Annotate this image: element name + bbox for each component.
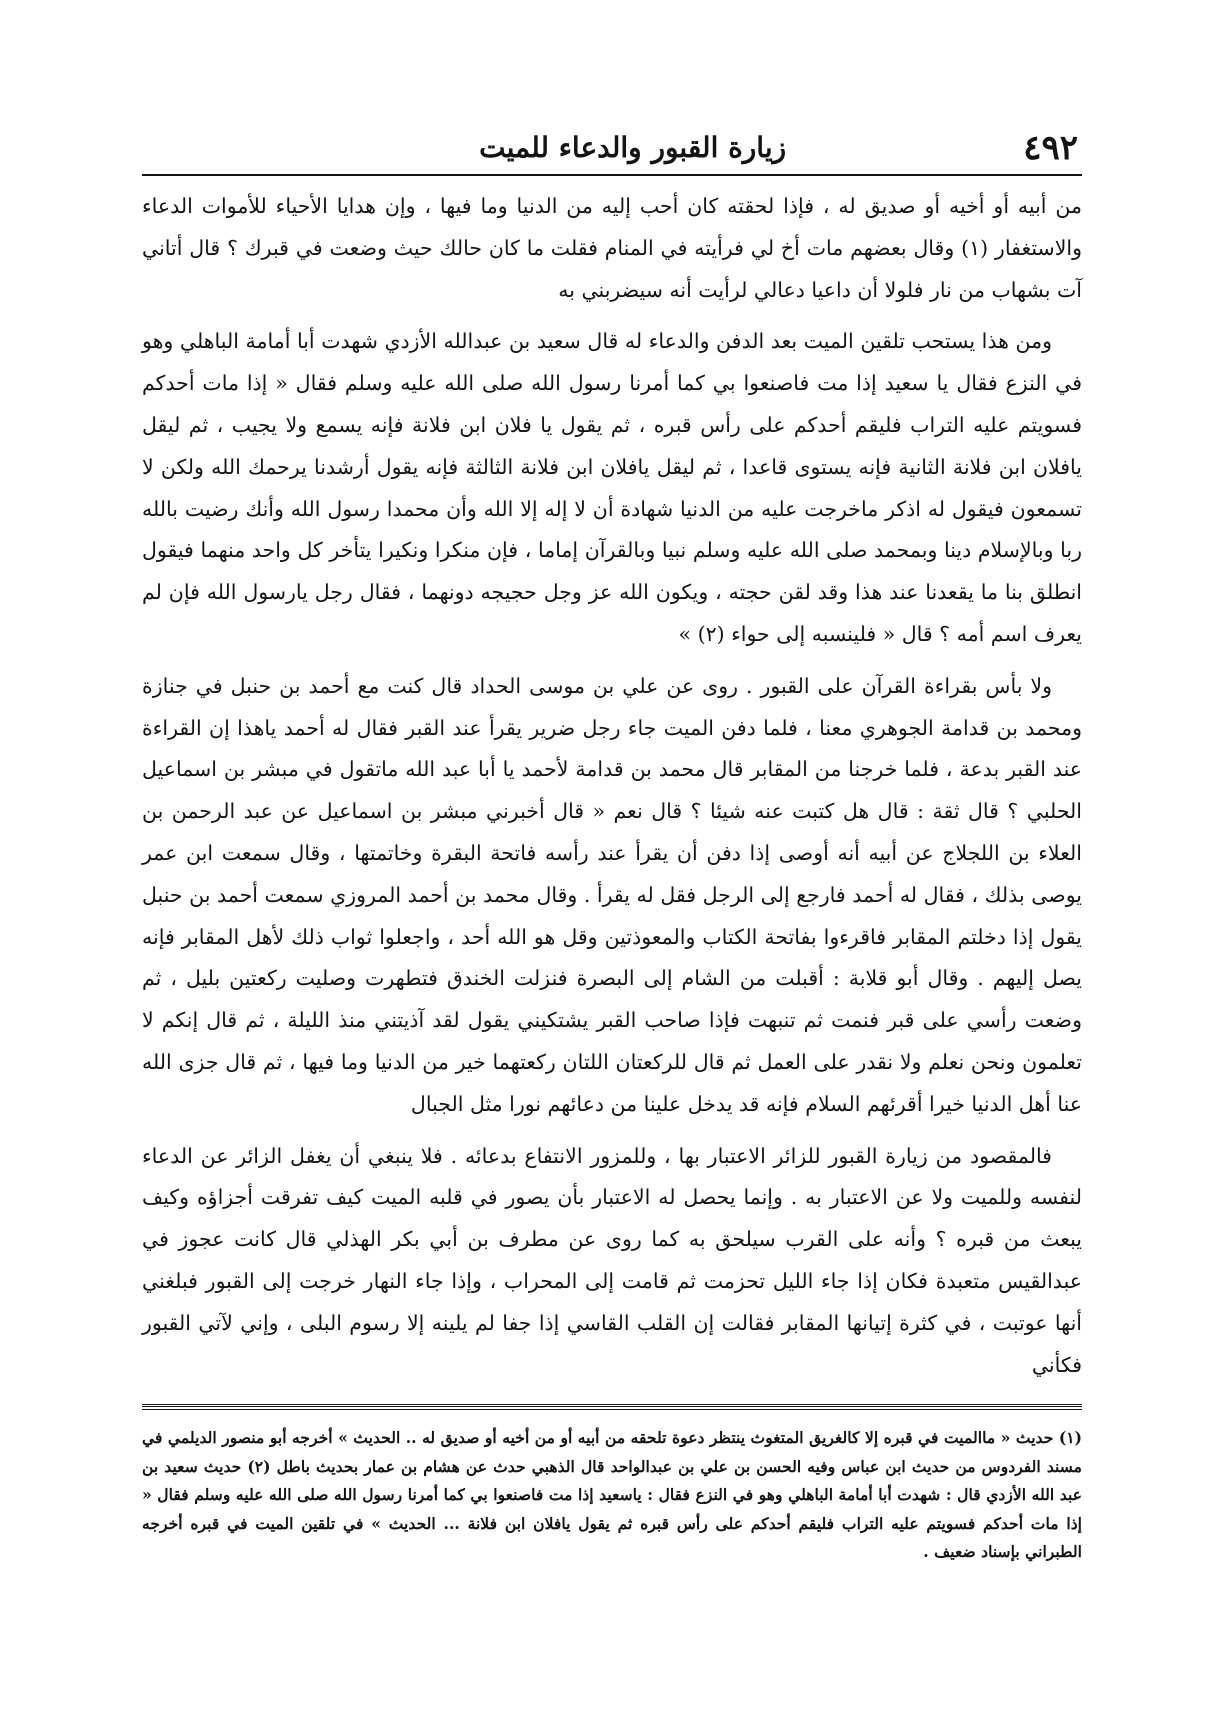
- footnote-divider: [142, 1404, 1082, 1410]
- running-title: زيارة القبور والدعاء للميت: [479, 131, 787, 164]
- paragraph-1: من أبيه أو أخيه أو صديق له ، فإذا لحقته كان أحب إليه من الدنيا وما فيها ، وإن هدايا الأحياء للأموات الدعاء والاستغفار (١) وقال بعضهم مات أخ لي فرأيته في المنام فقلت ما كان حالك حيث وضعت في قبرك ؟ قال أتاني آت بشهاب من نار فلولا أن داعيا دعالي لرأيت أنه سيضربني به: [142, 194, 1082, 302]
- main-text: [142, 186, 1082, 1386]
- paragraph-4: فالمقصود من زيارة القبور للزائر الاعتبار بها ، وللمزور الانتفاع بدعائه . فلا ينبغي أن يغفل الزائر عن الدعاء لنفسه وللميت ولا عن الاعتبار به . وإنما يحصل له الاعتبار بأن يصور في قلبه الميت كيف تفرقت أجزاؤه وكيف يبعث من قبره ؟ وأنه على القرب سيلحق به كما روى عن مطرف بن أبي بكر الهذلي قال كانت عجوز في عبدالقيس متعبدة فكان إذا جاء الليل تحزمت ثم قامت إلى المحراب ، وإذا جاء النهار خرجت إلى القبور فبلغني أنها عوتبت ، في كثرة إتيانها المقابر فقالت إن القلب القاسي إذا جفا لم يلينه إلا رسوم البلى ، وإني لآتي القبور فكأني: [142, 1143, 1082, 1377]
- footnotes: [142, 1424, 1082, 1567]
- paragraph-3: ولا بأس بقراءة القرآن على القبور . روى عن علي بن موسى الحداد قال كنت مع أحمد بن حنبل في جنازة ومحمد بن قدامة الجوهري معنا ، فلما دفن الميت جاء رجل ضرير يقرأ عند القبر فقال له أحمد ياهذا إن القراءة عند القبر بدعة ، فلما خرجنا من المقابر قال محمد بن قدامة لأحمد يا أبا عبد الله ماتقول في مبشر بن اسماعيل الحلبي ؟ قال ثقة : قال هل كتبت عنه شيئا ؟ قال نعم « قال أخبرني مبشر بن اسماعيل عن عبد الرحمن بن العلاء بن اللجلاج عن أبيه أنه أوصى إذا دفن أن يقرأ عند رأسه فاتحة البقرة وخاتمتها ، وقال سمعت ابن عمر يوصى بذلك ، فقال له أحمد فارجع إلى الرجل فقل له يقرأ . وقال محمد بن أحمد المروزي سمعت أحمد بن حنبل يقول إذا دخلتم المقابر فاقرءوا بفاتحة الكتاب والمعوذتين وقل هو الله أحد ، واجعلوا ثواب ذلك لأهل المقابر فإنه يصل إليهم . وقال أبو قلابة : أقبلت من الشام إلى البصرة فنزلت الخندق فتطهرت وصليت ركعتين بليل ، ثم وضعت رأسي على قبر فنمت ثم تنبهت فإذا صاحب القبر يشتكيني يقول لقد آذيتني منذ الليلة ، ثم قال إنكم لا تعلمون ونحن نعلم ولا نقدر على العمل ثم قال للركعتان اللتان ركعتهما خير من الدنيا وما فيها ، ثم قال جزى الله عنا أهل الدنيا خيرا أقرئهم السلام فإنه قد يدخل علينا من دعائهم نورا مثل الجبال: [142, 673, 1082, 1116]
- paragraph-2: ومن هذا يستحب تلقين الميت بعد الدفن والدعاء له قال سعيد بن عبدالله الأزدي شهدت أبا أمامة الباهلي وهو في النزع فقال يا سعيد إذا مت فاصنعوا بي كما أمرنا رسول الله صلى الله عليه وسلم فقال « إذا مات أحدكم فسويتم عليه التراب فليقم أحدكم على رأس قبره ، ثم يقول يا فلان ابن فلانة فإنه يسمع ولا يجيب ، ثم ليقل يافلان ابن فلانة الثانية فإنه يستوى قاعدا ، ثم ليقل يافلان ابن فلانة الثالثة فإنه يقول أرشدنا يرحمك الله ولكن لا تسمعون فيقول له اذكر ماخرجت عليه من الدنيا شهادة أن لا إله إلا الله وأن محمدا رسول الله وأنك رضيت بالله ربا وبالإسلام دينا وبمحمد صلى الله عليه وسلم نبيا وبالقرآن إماما ، فإن منكرا ونكيرا يتأخر كل واحد منهما فيقول انطلق بنا ما يقعدنا عند هذا وقد لقن حجته ، ويكون الله عز وجل حجيجه دونهما ، فقال رجل يارسول الله فإن لم يعرف اسم أمه ؟ قال « فلينسبه إلى حواء (٢) »: [142, 329, 1082, 646]
- page-header: [142, 122, 1082, 176]
- book-page: [142, 122, 1082, 1622]
- footnote-text: (١) حديث « ماالميت في قبره إلا كالغريق المتغوث ينتظر دعوة تلحقه من أبيه أو من أخيه أو صديق له .. الحديث » أخرجه أبو منصور الديلمي في مسند الفردوس من حديث ابن عباس وفيه الحسن بن علي بن عبدالواحد قال الذهبي حدث عن هشام بن عمار بحديث باطل (٢) حديث سعيد بن عبد الله الأزدي قال : شهدت أبا أمامة الباهلي وهو في النزع فقال : ياسعيد إذا مت فاصنعوا بي كما أمرنا رسول الله صلى الله عليه وسلم فقال « إذا مات أحدكم فسويتم عليه التراب فليقم أحدكم على رأس قبره ثم يقول يافلان ابن فلانة ... الحديث » في تلقين الميت في قبره أخرجه الطبراني بإسناد ضعيف .: [142, 1428, 1082, 1562]
- page-number: ٤٩٢: [1023, 128, 1078, 168]
